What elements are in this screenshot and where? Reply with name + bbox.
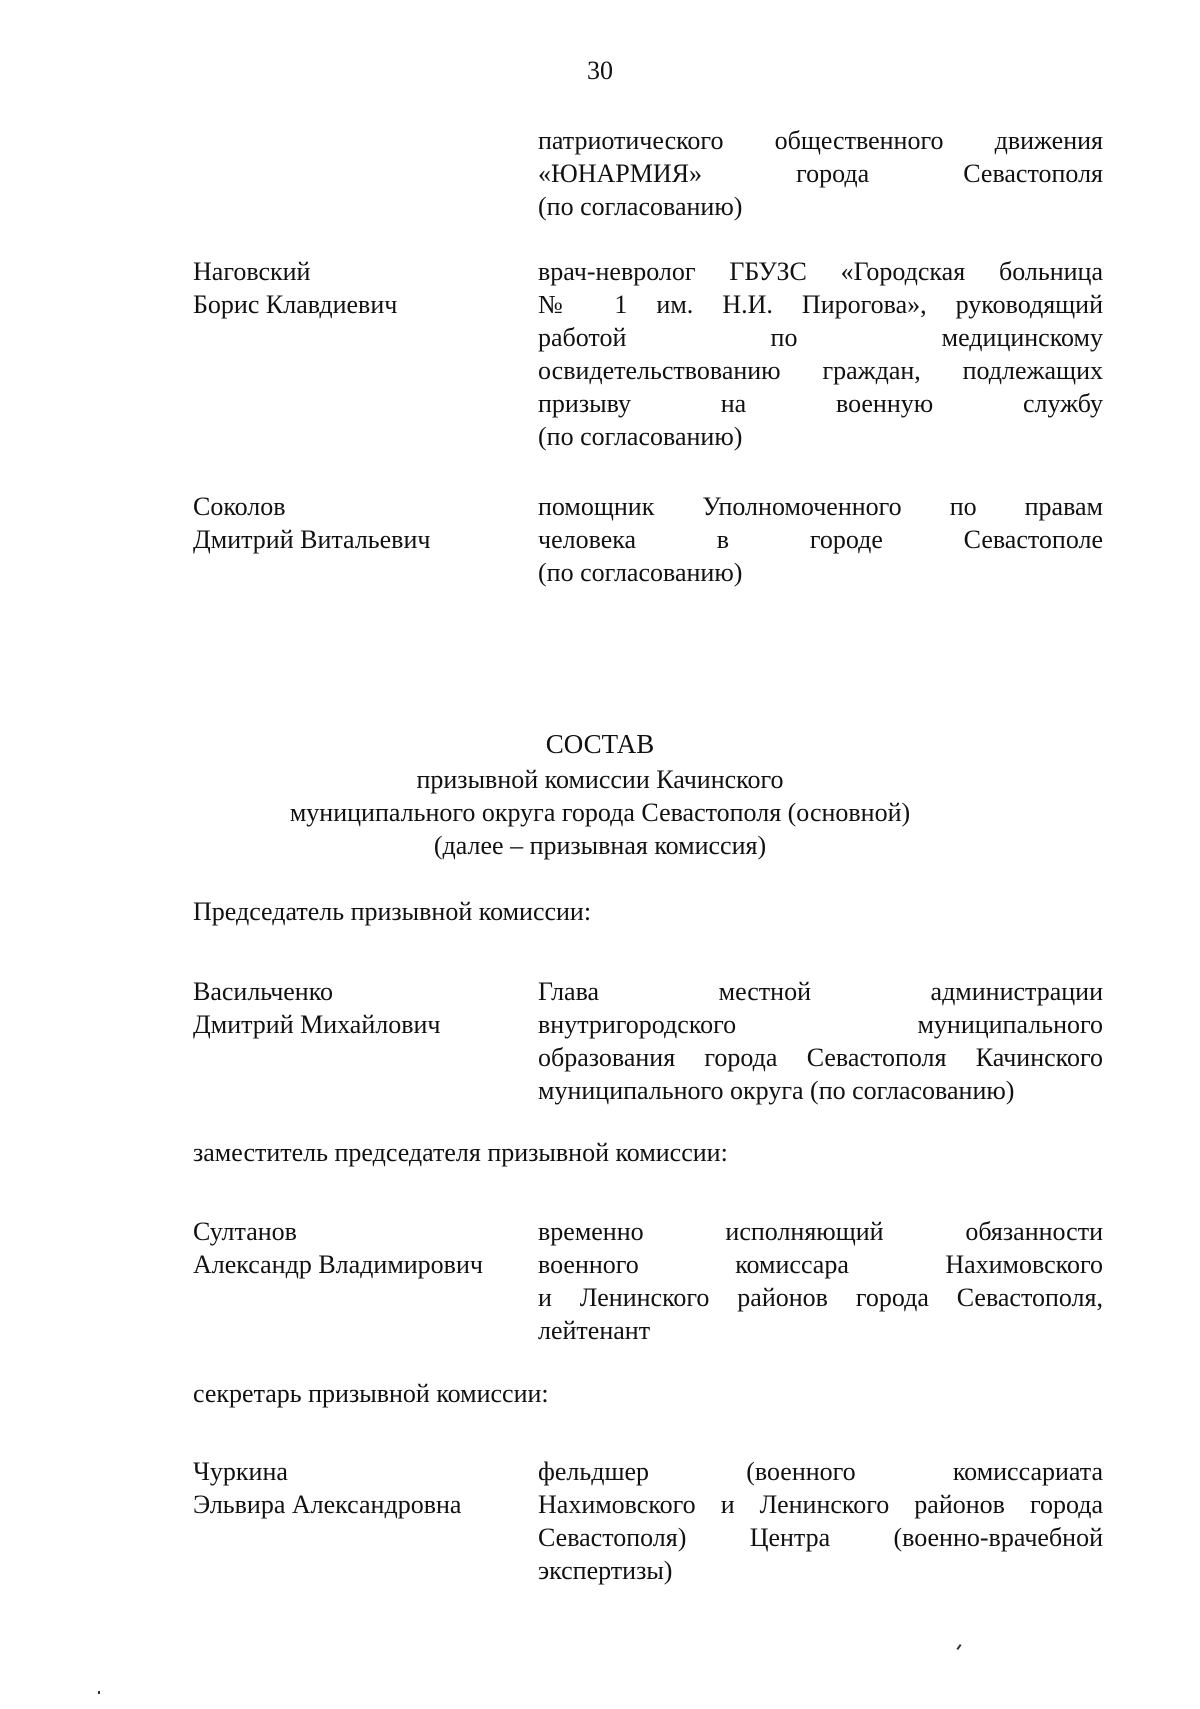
description-line: № 1 им. Н.И. Пирогова», руководящий [538, 290, 1103, 319]
heading-line: (далее – призывная комиссия) [433, 831, 767, 860]
member-surname: Соколов [193, 492, 286, 521]
deputy-description [538, 1215, 1103, 1347]
deputy-label: заместитель председателя призывной комиссии: [193, 1138, 728, 1167]
member-description [538, 490, 1103, 589]
description-line: временно исполняющий обязанности [538, 1217, 1103, 1246]
description-line: (по согласованию) [538, 192, 743, 221]
chairman-name [193, 975, 523, 1041]
description-line: призыву на военную службу [538, 389, 1103, 418]
chairman-description [538, 975, 1103, 1107]
chairman-label: Председатель призывной комиссии: [193, 897, 592, 926]
member-given-names: Борис Клавдиевич [193, 290, 398, 319]
description-line: внутригородского муниципального [538, 1010, 1103, 1039]
member-surname: Султанов [193, 1217, 297, 1246]
secretary-label: секретарь призывной комиссии: [193, 1379, 549, 1408]
description-line: патриотического общественного движения [538, 126, 1103, 155]
member-surname: Наговский [193, 257, 311, 286]
heading-title: СОСТАВ [545, 729, 655, 759]
secretary-description [538, 1455, 1103, 1587]
member-given-names: Дмитрий Михайлович [193, 1010, 441, 1039]
member-name [193, 490, 523, 556]
deputy-name [193, 1215, 523, 1281]
description-line: освидетельствованию граждан, подлежащих [538, 356, 1103, 385]
member-description [538, 255, 1103, 453]
description-line: образования города Севастополя Качинского [538, 1043, 1103, 1072]
section-heading [0, 728, 1200, 862]
description-line: человека в городе Севастополе [538, 525, 1103, 554]
description-line: экспертизы) [538, 1556, 673, 1585]
description-line: помощник Уполномоченного по правам [538, 492, 1103, 521]
description-line: врач-невролог ГБУЗС «Городская больница [538, 257, 1103, 286]
description-line: работой по медицинскому [538, 323, 1103, 352]
description-line: «ЮНАРМИЯ» города Севастополя [538, 159, 1103, 188]
description-line: (по согласованию) [538, 558, 743, 587]
description-line: муниципального округа (по согласованию) [538, 1076, 1015, 1105]
description-line: (по согласованию) [538, 422, 743, 451]
description-line: военного комиссара Нахимовского [538, 1250, 1103, 1279]
continued-description [538, 124, 1103, 223]
scan-speck [956, 1644, 961, 1650]
description-line: Нахимовского и Ленинского районов города [538, 1490, 1103, 1519]
member-surname: Васильченко [193, 977, 334, 1006]
description-line: Севастополя) Центра (военно-врачебной [538, 1523, 1103, 1552]
heading-line: муниципального округа города Севастополя (основной) [289, 798, 911, 827]
scan-speck [98, 1691, 100, 1694]
member-surname: Чуркина [193, 1457, 288, 1486]
secretary-name [193, 1455, 523, 1521]
description-line: и Ленинского районов города Севастополя, [538, 1283, 1103, 1312]
heading-line: призывной комиссии Качинского [416, 765, 784, 794]
page-number: 30 [587, 56, 613, 85]
description-line: Глава местной администрации [538, 977, 1103, 1006]
member-given-names: Эльвира Александровна [193, 1490, 462, 1519]
member-given-names: Александр Владимирович [193, 1250, 483, 1279]
member-given-names: Дмитрий Витальевич [193, 525, 431, 554]
description-line: лейтенант [538, 1316, 651, 1345]
description-line: фельдшер (военного комиссариата [538, 1457, 1103, 1486]
member-name [193, 255, 523, 321]
